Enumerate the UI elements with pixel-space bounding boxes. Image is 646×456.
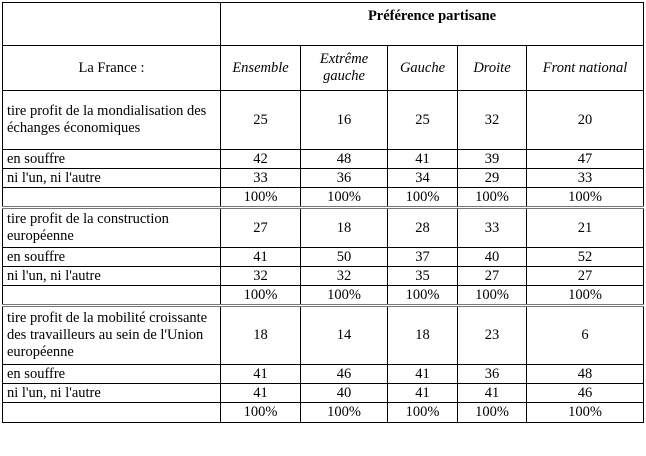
table-row-total <box>3 286 644 306</box>
cell-value: 50 <box>301 248 388 267</box>
column-header-gauche: Gauche <box>388 46 458 91</box>
header-row-group <box>3 3 644 46</box>
cell-value: 100% <box>221 286 301 306</box>
cell-value: 20 <box>527 91 644 150</box>
survey-table <box>2 2 644 423</box>
cell-value: 40 <box>301 384 388 403</box>
cell-value: 33 <box>221 169 301 188</box>
table-row <box>3 248 644 267</box>
cell-value: 27 <box>458 267 527 286</box>
cell-value: 46 <box>527 384 644 403</box>
cell-value: 100% <box>458 403 527 423</box>
cell-value: 14 <box>301 306 388 365</box>
table-row <box>3 169 644 188</box>
cell-value: 100% <box>301 188 388 208</box>
cell-value: 100% <box>458 286 527 306</box>
cell-value: 32 <box>458 91 527 150</box>
cell-value: 41 <box>221 365 301 384</box>
cell-value: 52 <box>527 248 644 267</box>
cell-value: 100% <box>301 286 388 306</box>
cell-value: 35 <box>388 267 458 286</box>
row-label <box>3 286 221 306</box>
row-label: tire profit de la construction européenne <box>3 208 221 248</box>
cell-value: 23 <box>458 306 527 365</box>
table-row <box>3 208 644 248</box>
row-label <box>3 188 221 208</box>
cell-value: 100% <box>458 188 527 208</box>
cell-value: 42 <box>221 150 301 169</box>
cell-value: 27 <box>221 208 301 248</box>
cell-value: 41 <box>388 365 458 384</box>
cell-value: 100% <box>221 188 301 208</box>
row-label: ni l'un, ni l'autre <box>3 384 221 403</box>
cell-value: 16 <box>301 91 388 150</box>
row-label: en souffre <box>3 248 221 267</box>
group-title: Préférence partisane <box>221 3 644 46</box>
cell-value: 32 <box>301 267 388 286</box>
table-row <box>3 150 644 169</box>
cell-value: 41 <box>221 248 301 267</box>
row-label <box>3 403 221 423</box>
cell-value: 33 <box>458 208 527 248</box>
row-label: tire profit de la mobilité croissante des travailleurs au sein de l'Union européenne <box>3 306 221 365</box>
cell-value: 33 <box>527 169 644 188</box>
cell-value: 100% <box>301 403 388 423</box>
cell-value: 37 <box>388 248 458 267</box>
cell-value: 100% <box>221 403 301 423</box>
cell-value: 100% <box>388 403 458 423</box>
row-label: ni l'un, ni l'autre <box>3 267 221 286</box>
cell-value: 47 <box>527 150 644 169</box>
column-header-extreme-gauche: Extrême gauche <box>301 46 388 91</box>
cell-value: 25 <box>388 91 458 150</box>
table-row <box>3 384 644 403</box>
cell-value: 46 <box>301 365 388 384</box>
cell-value: 48 <box>301 150 388 169</box>
table-row-total <box>3 403 644 423</box>
row-label: tire profit de la mondialisation des échanges économiques <box>3 91 221 150</box>
cell-value: 100% <box>388 188 458 208</box>
cell-value: 41 <box>221 384 301 403</box>
row-label: ni l'un, ni l'autre <box>3 169 221 188</box>
cell-value: 36 <box>301 169 388 188</box>
cell-value: 36 <box>458 365 527 384</box>
cell-value: 32 <box>221 267 301 286</box>
cell-value: 48 <box>527 365 644 384</box>
cell-value: 34 <box>388 169 458 188</box>
cell-value: 100% <box>527 188 644 208</box>
cell-value: 18 <box>388 306 458 365</box>
table-row <box>3 365 644 384</box>
cell-value: 18 <box>301 208 388 248</box>
cell-value: 41 <box>458 384 527 403</box>
cell-value: 21 <box>527 208 644 248</box>
cell-value: 100% <box>527 403 644 423</box>
cell-value: 28 <box>388 208 458 248</box>
empty-corner-cell <box>3 3 221 46</box>
cell-value: 100% <box>527 286 644 306</box>
cell-value: 25 <box>221 91 301 150</box>
cell-value: 27 <box>527 267 644 286</box>
cell-value: 6 <box>527 306 644 365</box>
table-row <box>3 91 644 150</box>
header-row-columns <box>3 46 644 91</box>
row-label-header: La France : <box>3 46 221 91</box>
column-header-ensemble: Ensemble <box>221 46 301 91</box>
row-label: en souffre <box>3 150 221 169</box>
cell-value: 41 <box>388 150 458 169</box>
cell-value: 41 <box>388 384 458 403</box>
row-label: en souffre <box>3 365 221 384</box>
cell-value: 100% <box>388 286 458 306</box>
table-row-total <box>3 188 644 208</box>
table-row <box>3 267 644 286</box>
column-header-front-national: Front national <box>527 46 644 91</box>
cell-value: 18 <box>221 306 301 365</box>
cell-value: 39 <box>458 150 527 169</box>
column-header-droite: Droite <box>458 46 527 91</box>
table-row <box>3 306 644 365</box>
cell-value: 40 <box>458 248 527 267</box>
cell-value: 29 <box>458 169 527 188</box>
